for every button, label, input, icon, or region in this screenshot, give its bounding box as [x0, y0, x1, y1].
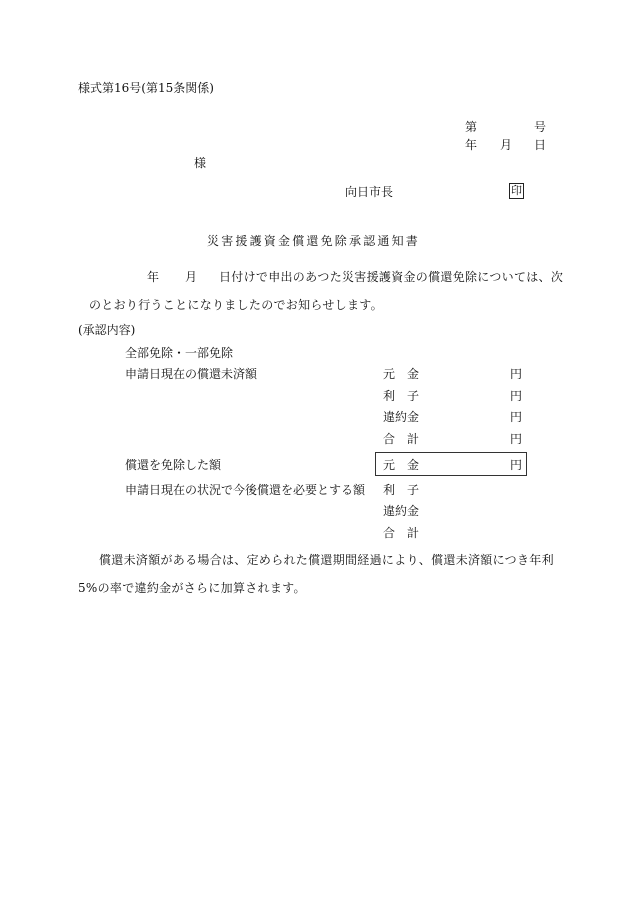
body-text-line2: のとおり行うことになりましたのでお知らせします。: [89, 298, 383, 312]
body-month: 月: [185, 270, 198, 284]
exempted-principal-yen: 円: [510, 458, 523, 472]
approval-heading: (承認内容): [78, 323, 136, 337]
addressee-suffix: 様: [194, 156, 207, 170]
exempted-principal: 元 金: [383, 458, 420, 472]
note-line2: 5%の率で違約金がさらに加算されます。: [78, 581, 306, 595]
number-label: 第: [465, 120, 478, 134]
issuer: 向日市長: [345, 185, 394, 199]
exemption-type: 全部免除・一部免除: [125, 346, 234, 360]
future-interest: 利 子: [383, 483, 420, 497]
future-label: 申請日現在の状況で今後償還を必要とする額: [125, 483, 366, 497]
future-penalty: 違約金: [383, 504, 420, 518]
unpaid-label: 申請日現在の償還未済額: [125, 367, 258, 381]
unpaid-penalty: 違約金: [383, 410, 420, 424]
unpaid-principal: 元 金: [383, 367, 420, 381]
future-total: 合 計: [383, 526, 420, 540]
unpaid-interest-yen: 円: [510, 389, 523, 403]
unpaid-interest: 利 子: [383, 389, 420, 403]
number-suffix: 号: [534, 120, 547, 134]
unpaid-principal-yen: 円: [510, 367, 523, 381]
form-number: 様式第16号(第15条関係): [78, 81, 214, 95]
body-year: 年: [147, 270, 160, 284]
note-line1: 償還未済額がある場合は、定められた償還期間経過により、償還未済額につき年利: [99, 553, 554, 567]
document-title: 災害援護資金償還免除承認通知書: [207, 234, 421, 248]
date-day: 日: [534, 138, 547, 152]
body-text-line1: 日付けで申出のあつた災害援護資金の償還免除については、次: [219, 270, 564, 284]
exempted-label: 償還を免除した額: [125, 458, 222, 472]
seal-stamp: 印: [511, 184, 522, 197]
date-year: 年: [465, 138, 478, 152]
unpaid-total-yen: 円: [510, 432, 523, 446]
unpaid-total: 合 計: [383, 432, 420, 446]
unpaid-penalty-yen: 円: [510, 410, 523, 424]
date-month: 月: [500, 138, 513, 152]
